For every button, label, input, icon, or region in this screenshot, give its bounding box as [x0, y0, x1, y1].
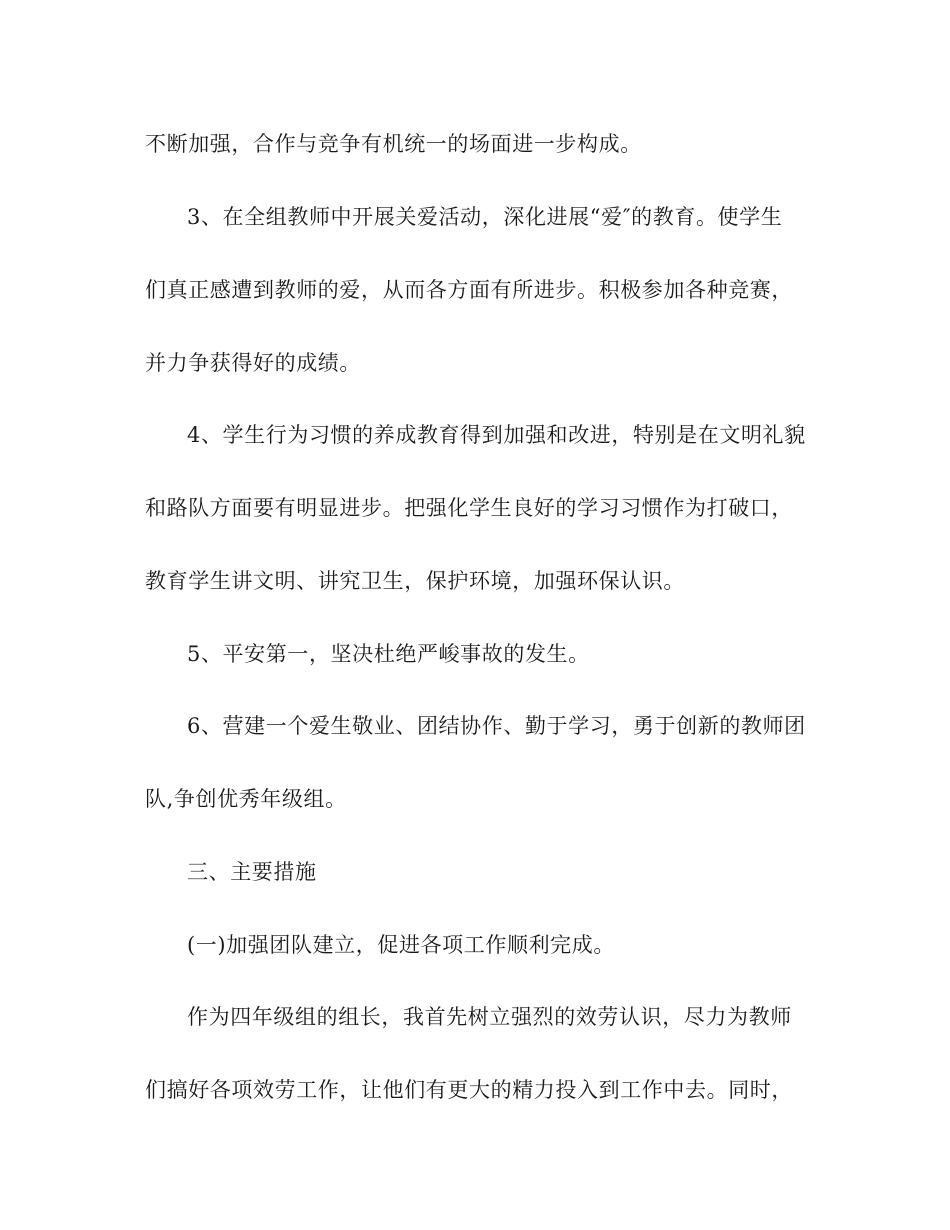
text-line: 5、平安第一，坚决杜绝严峻事故的发生。	[187, 642, 590, 666]
text-line: 队,争创优秀年级组。	[145, 787, 347, 811]
text-line: 们搞好各项效劳工作，让他们有更大的精力投入到工作中去。同时，	[145, 1078, 793, 1102]
text-line: 教育学生讲文明、讲究卫生，保护环境，加强环保认识。	[145, 569, 685, 593]
text-line: 3、在全组教师中开展关爱活动，深化进展“爱″的教育。使学生	[187, 205, 783, 229]
text-line: 作为四年级组的组长，我首先树立强烈的效劳认识，尽力为教师	[187, 1005, 792, 1029]
text-line: 并力争获得好的成绩。	[145, 351, 361, 375]
text-line: 4、学生行为习惯的养成教育得到加强和改进，特别是在文明礼貌	[187, 423, 806, 447]
subsection-heading: (一)加强团队建立，促进各项工作顺利完成。	[187, 933, 615, 957]
text-line: 6、营建一个爱生敬业、团结协作、勤于学习，勇于创新的教师团	[187, 714, 806, 738]
text-line: 们真正感遭到教师的爱，从而各方面有所进步。积极参加各种竞赛，	[145, 278, 793, 302]
section-heading: 三、主要措施	[187, 860, 317, 884]
text-line: 和路队方面要有明显进步。把强化学生良好的学习习惯作为打破口，	[145, 496, 793, 520]
text-line: 不断加强，合作与竞争有机统一的场面进一步构成。	[145, 132, 642, 156]
